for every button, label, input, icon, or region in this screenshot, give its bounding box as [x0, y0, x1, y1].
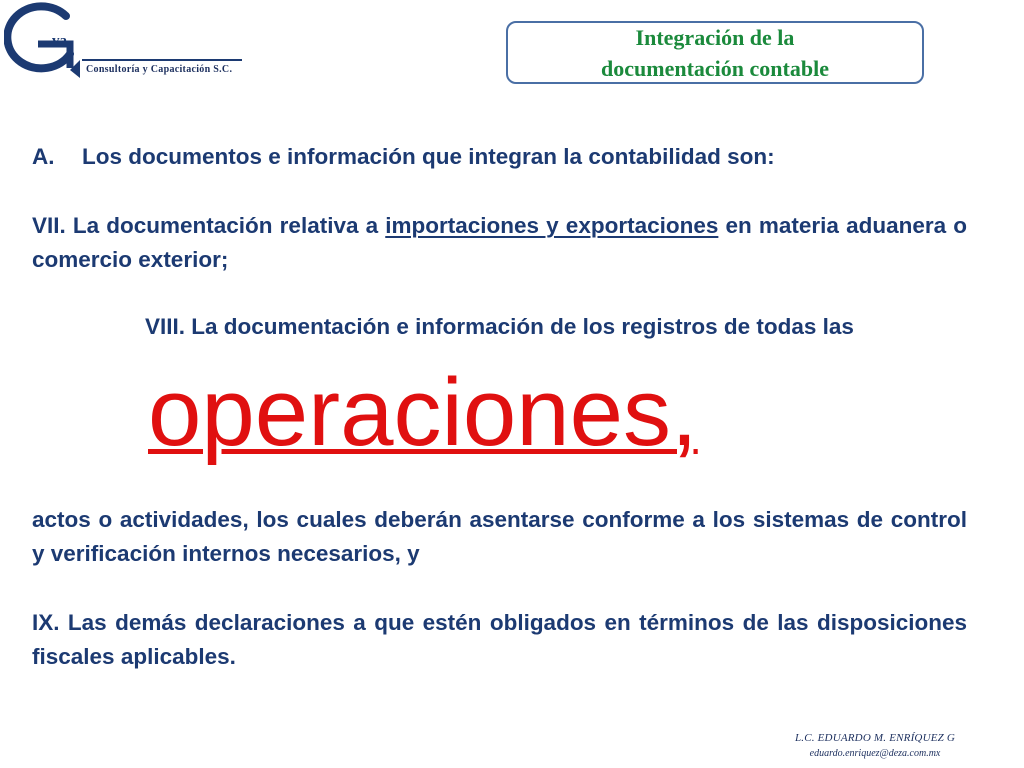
item-a-marker: A. — [32, 144, 55, 169]
item-a-text: Los documentos e información que integran la contabilidad son: — [82, 144, 775, 169]
item-viii: VIII. La documentación e información de los registros de todas las — [145, 314, 854, 339]
item-vii — [32, 209, 967, 277]
footer-credit — [780, 730, 970, 762]
item-vii-text-after: en materia aduanera o comercio exterior; — [32, 213, 967, 272]
footer-name: L.C. EDUARDO M. ENRÍQUEZ G — [794, 732, 956, 744]
logo-underline — [82, 59, 242, 61]
item-vii-text-before: VII. La documentación relativa a — [32, 213, 386, 238]
item-a — [32, 140, 967, 174]
company-logo — [4, 2, 254, 80]
item-vii-underlined-text: importaciones y exportaciones — [385, 213, 719, 238]
slide-title-line2: documentación contable — [601, 55, 829, 81]
logo-tagline: Consultoría y Capacitación S.C. — [86, 64, 233, 75]
highlight-word: operaciones, — [148, 359, 698, 466]
item-actos: actos o actividades, los cuales deberán asentarse conforme a los sistemas de control y verificación internos necesarios, y — [32, 507, 967, 566]
slide-title-box — [506, 21, 924, 84]
footer-email: eduardo.enriquez@deza.com.mx — [809, 748, 941, 759]
logo-superscript: va — [52, 33, 67, 49]
item-ix: IX. Las demás declaraciones a que estén obligados en términos de las disposiciones fiscales aplicables. — [32, 610, 967, 669]
slide-title-line1: Integración de la — [635, 24, 795, 50]
